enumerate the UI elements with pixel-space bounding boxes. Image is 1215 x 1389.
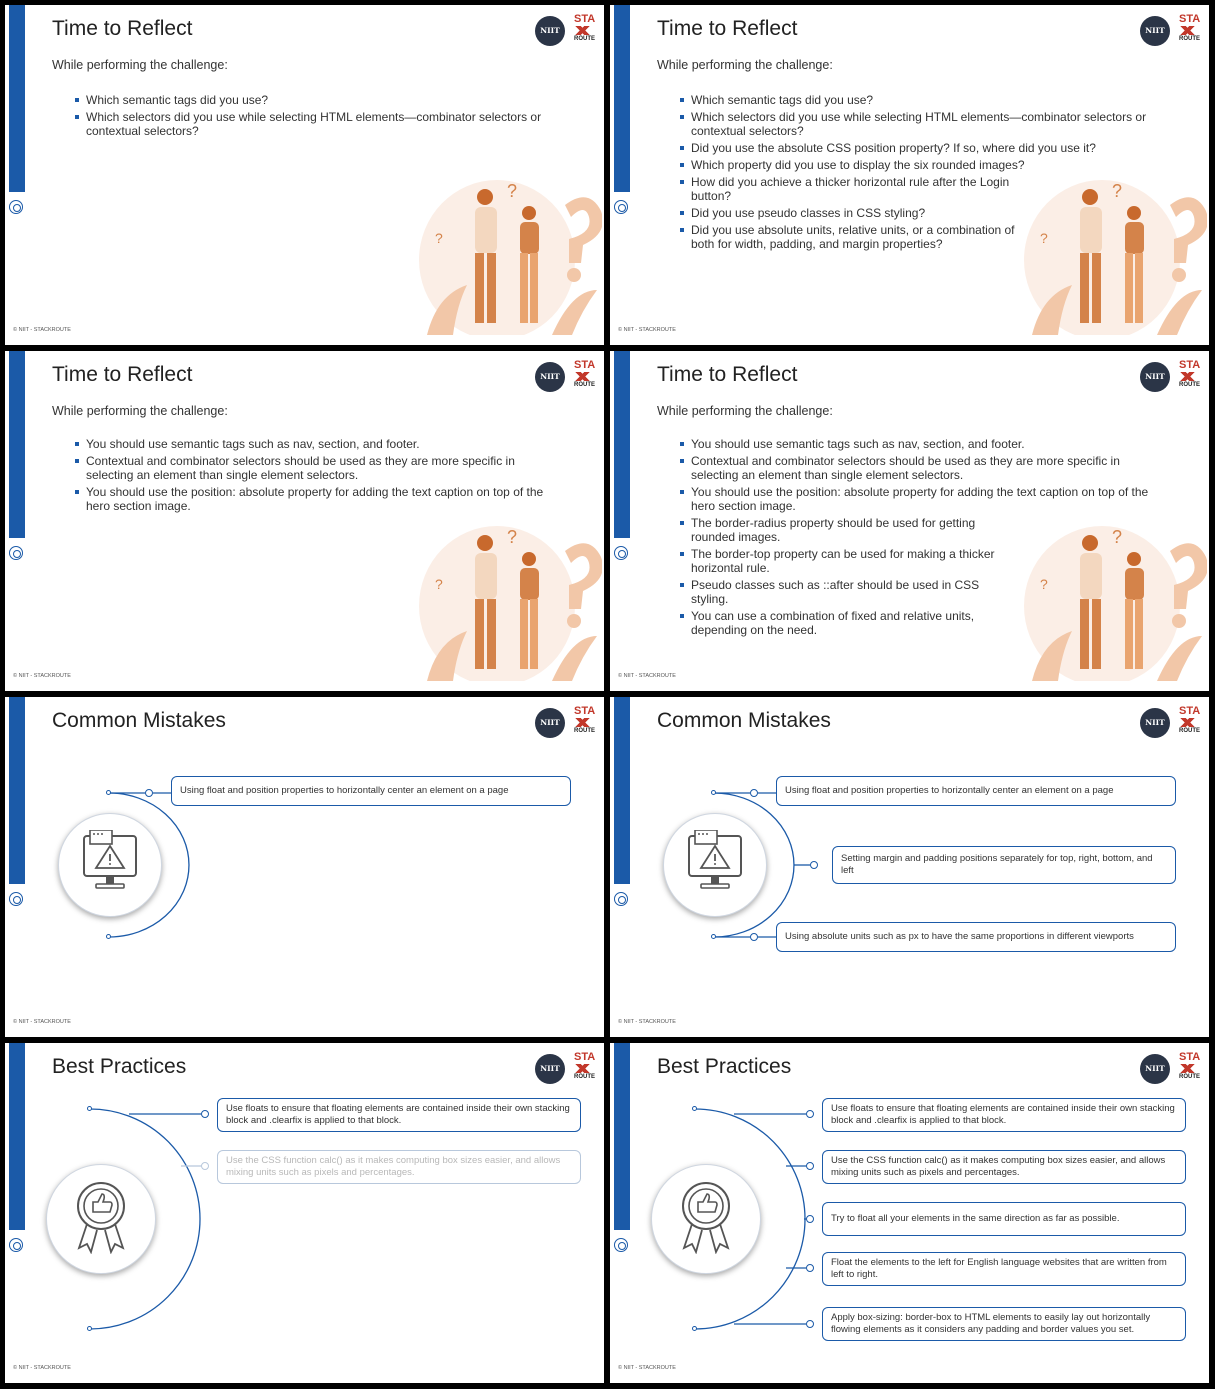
answer-list <box>75 437 560 516</box>
connector-dot <box>145 789 153 797</box>
reflect-people-illustration <box>417 511 602 681</box>
connector-dot <box>692 1326 697 1331</box>
svg-text:?: ? <box>435 576 443 592</box>
slide-reflect-1 <box>5 5 604 345</box>
niit-logo: NIIT <box>1140 1054 1170 1084</box>
warning-monitor-icon <box>82 830 138 901</box>
list-item: The border-top property can be used for making a thicker horizontal rule. <box>680 547 1020 575</box>
stackroute-logo <box>1179 14 1199 48</box>
logo-sta: STA <box>1179 359 1201 371</box>
slide-title: Best Practices <box>657 1055 792 1078</box>
accent-bar <box>614 5 630 192</box>
slide-subtitle: While performing the challenge: <box>52 58 228 72</box>
connector-dot <box>806 1162 814 1170</box>
logo-route: ROUTE <box>1179 36 1200 42</box>
mistake-card: Using float and position properties to horizontally center an element on a page <box>776 776 1176 806</box>
slide-subtitle: While performing the challenge: <box>657 58 833 72</box>
slide-title: Time to Reflect <box>52 363 193 386</box>
list-item: You should use the position: absolute property for adding the text caption on top of the hero section image. <box>680 485 1165 513</box>
stackroute-logo <box>574 14 594 48</box>
logo-route: ROUTE <box>574 728 595 734</box>
accent-bar <box>614 351 630 538</box>
footer: © NIIT - STACKROUTE <box>618 1365 676 1371</box>
accent-bar <box>9 5 25 192</box>
niit-logo: NIIT <box>535 708 565 738</box>
list-item: The border-radius property should be used for getting rounded images. <box>680 516 1000 544</box>
logo-route: ROUTE <box>574 1074 595 1080</box>
practice-card: Use the CSS function calc() as it makes computing box sizes easier, and allows mixing units such as pixels and percentages. <box>217 1150 581 1184</box>
question-list <box>75 93 575 141</box>
niit-logo: NIIT <box>1140 708 1170 738</box>
connector-dot <box>711 790 716 795</box>
list-item: Did you use absolute units, relative units, or a combination of both for width, padding, and margin properties? <box>680 223 1025 251</box>
niit-logo: NIIT <box>535 362 565 392</box>
connector-dot <box>806 1215 814 1223</box>
ring-icon <box>9 546 23 560</box>
connector-dot <box>201 1162 209 1170</box>
logo-route: ROUTE <box>574 382 595 388</box>
slide-title: Common Mistakes <box>657 709 831 732</box>
niit-logo: NIIT <box>535 1054 565 1084</box>
footer: © NIIT - STACKROUTE <box>13 673 71 679</box>
list-item: You should use semantic tags such as nav, section, and footer. <box>680 437 1165 451</box>
stackroute-logo <box>574 360 594 394</box>
connector-dot <box>806 1264 814 1272</box>
reflect-people-illustration <box>1022 511 1207 681</box>
slide-title: Time to Reflect <box>657 363 798 386</box>
mistake-card: Using float and position properties to horizontally center an element on a page <box>171 776 571 806</box>
slide-title: Time to Reflect <box>657 17 798 40</box>
connector-dot <box>87 1326 92 1331</box>
niit-logo: NIIT <box>1140 362 1170 392</box>
slide-mistakes-1 <box>5 697 604 1037</box>
connector-dot <box>106 790 111 795</box>
connector-dot <box>806 1320 814 1328</box>
list-item: Pseudo classes such as ::after should be used in CSS styling. <box>680 578 980 606</box>
practice-card: Try to float all your elements in the same direction as far as possible. <box>822 1202 1186 1236</box>
list-item: How did you achieve a thicker horizontal rule after the Login button? <box>680 175 1010 203</box>
slide-title: Best Practices <box>52 1055 187 1078</box>
footer: © NIIT - STACKROUTE <box>618 1019 676 1025</box>
ring-icon <box>614 546 628 560</box>
connector-dot <box>711 934 716 939</box>
warning-monitor-icon <box>687 830 743 901</box>
slide-practices-2 <box>610 1043 1209 1383</box>
footer: © NIIT - STACKROUTE <box>618 327 676 333</box>
connector-dot <box>201 1110 209 1118</box>
list-item: You can use a combination of fixed and relative units, depending on the need. <box>680 609 1000 637</box>
slide-subtitle: While performing the challenge: <box>52 404 228 418</box>
connector-dot <box>106 934 111 939</box>
ring-icon <box>614 200 628 214</box>
svg-text:?: ? <box>1040 576 1048 592</box>
svg-text:?: ? <box>507 181 518 201</box>
mistake-card: Using absolute units such as px to have the same proportions in different viewports <box>776 922 1176 952</box>
reflect-people-illustration <box>1022 165 1207 335</box>
footer: © NIIT - STACKROUTE <box>13 1365 71 1371</box>
logo-sta: STA <box>574 13 596 25</box>
stackroute-logo <box>1179 360 1199 394</box>
footer: © NIIT - STACKROUTE <box>618 673 676 679</box>
slide-subtitle: While performing the challenge: <box>657 404 833 418</box>
logo-sta: STA <box>574 1051 596 1063</box>
connector-dot <box>806 1110 814 1118</box>
thumbs-up-award-icon <box>680 1182 732 1259</box>
ring-icon <box>9 200 23 214</box>
practice-card: Use the CSS function calc() as it makes computing box sizes easier, and allows mixing units such as pixels and percentages. <box>822 1150 1186 1184</box>
slide-mistakes-2 <box>610 697 1209 1037</box>
slide-title: Time to Reflect <box>52 17 193 40</box>
svg-text:?: ? <box>435 230 443 246</box>
list-item: You should use semantic tags such as nav, section, and footer. <box>75 437 560 451</box>
svg-text:?: ? <box>1040 230 1048 246</box>
connector-dot <box>810 861 818 869</box>
list-item: Which semantic tags did you use? <box>680 93 1180 107</box>
reflect-people-illustration <box>417 165 602 335</box>
list-item: Which property did you use to display the six rounded images? <box>680 158 1180 172</box>
list-item: Did you use pseudo classes in CSS styling? <box>680 206 1180 220</box>
connector-dot <box>87 1106 92 1111</box>
slide-reflect-2 <box>610 5 1209 345</box>
list-item: You should use the position: absolute property for adding the text caption on top of the hero section image. <box>75 485 560 513</box>
practice-card: Apply box-sizing: border-box to HTML elements to easily lay out horizontally flowing elements as it considers any padding and border values you set. <box>822 1307 1186 1341</box>
logo-sta: STA <box>1179 705 1201 717</box>
thumbs-up-award-icon <box>75 1182 127 1259</box>
accent-bar <box>9 351 25 538</box>
logo-sta: STA <box>574 359 596 371</box>
connector-dot <box>750 933 758 941</box>
connector-dot <box>692 1106 697 1111</box>
slide-title: Common Mistakes <box>52 709 226 732</box>
logo-sta: STA <box>1179 1051 1201 1063</box>
logo-sta: STA <box>574 705 596 717</box>
logo-route: ROUTE <box>574 36 595 42</box>
svg-text:?: ? <box>507 527 518 547</box>
list-item: Contextual and combinator selectors should be used as they are more specific in selecting an element than single element selectors. <box>680 454 1165 482</box>
mistake-card: Setting margin and padding positions separately for top, right, bottom, and left <box>832 846 1176 884</box>
svg-text:?: ? <box>1112 181 1123 201</box>
niit-logo: NIIT <box>535 16 565 46</box>
niit-logo: NIIT <box>1140 16 1170 46</box>
logo-sta: STA <box>1179 13 1201 25</box>
practice-card: Float the elements to the left for English language websites that are written from left to right. <box>822 1252 1186 1286</box>
svg-text:?: ? <box>1112 527 1123 547</box>
slide-reflect-3 <box>5 351 604 691</box>
slide-practices-1 <box>5 1043 604 1383</box>
list-item: Which semantic tags did you use? <box>75 93 575 107</box>
practice-card: Use floats to ensure that floating elements are contained inside their own stacking block and .clearfix is applied to that block. <box>217 1098 581 1132</box>
connector-dot <box>750 789 758 797</box>
footer: © NIIT - STACKROUTE <box>13 1019 71 1025</box>
logo-route: ROUTE <box>1179 1074 1200 1080</box>
list-item: Which selectors did you use while selecting HTML elements—combinator selectors or contextual selectors? <box>75 110 575 138</box>
list-item: Which selectors did you use while selecting HTML elements—combinator selectors or contextual selectors? <box>680 110 1180 138</box>
list-item: Contextual and combinator selectors should be used as they are more specific in selecting an element than single element selectors. <box>75 454 560 482</box>
logo-route: ROUTE <box>1179 382 1200 388</box>
footer: © NIIT - STACKROUTE <box>13 327 71 333</box>
slide-reflect-4 <box>610 351 1209 691</box>
practice-card: Use floats to ensure that floating elements are contained inside their own stacking block and .clearfix is applied to that block. <box>822 1098 1186 1132</box>
list-item: Did you use the absolute CSS position property? If so, where did you use it? <box>680 141 1180 155</box>
logo-route: ROUTE <box>1179 728 1200 734</box>
